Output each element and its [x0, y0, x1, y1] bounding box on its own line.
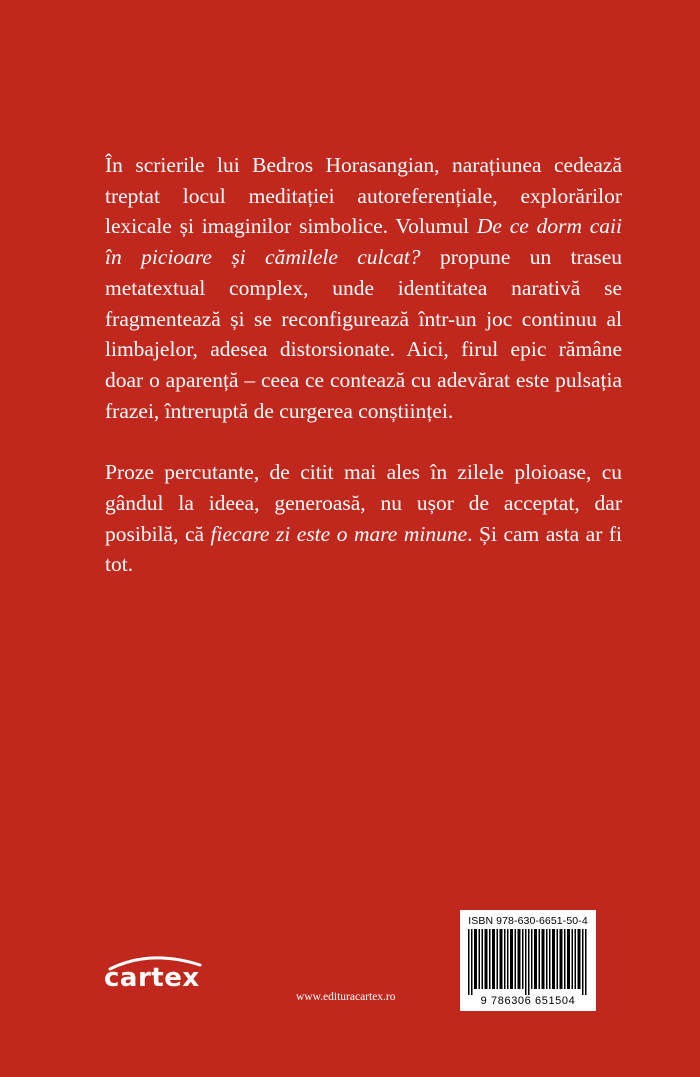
publisher-logo — [100, 961, 230, 1001]
publisher-website: www.edituracartex.ro — [296, 991, 396, 1003]
blurb-p2-text-end: . Și cam asta ar fi tot. — [105, 521, 623, 577]
blurb-p2-italic: fiecare zi este o mare minune — [210, 521, 468, 546]
blurb-p2-text-start: Proze percutante, de citit mai ales în zilele ploioase, cu gândul la ideea, generoasă, nu ușor de acceptat, dar posibilă, că — [105, 460, 622, 546]
publisher-logo-text: cartex — [104, 963, 200, 993]
blurb-p1-text-start: În scrierile lui Bedros Horasangian, narațiunea cedează treptat locul meditației autoreferențiale, explorărilor lexicale și imaginilor simbolice. Volumul — [105, 153, 622, 239]
isbn-label: ISBN 978-630-6651-50-4 — [468, 915, 588, 927]
book-title-italic: De ce dorm caii în picioare și cămilele culcat? — [105, 214, 622, 270]
blurb-p1-text-end: propune un traseu metatextual complex, unde identitatea narativă se fragmentează și se reconfigurează într-un joc continuu al limbajelor, adesea distorsionate. Aici, firul epic rămâne doar o aparență – ceea ce contează cu adevărat este pulsația frazei, întreruptă de curgerea conștiinței. — [105, 245, 622, 423]
isbn-barcode — [460, 910, 596, 1011]
blurb-text — [105, 150, 622, 611]
barcode-bars-icon — [468, 929, 588, 995]
blurb-paragraph-1 — [105, 150, 622, 426]
blurb-paragraph-2 — [105, 457, 622, 580]
barcode-digits: 9 786306 651504 — [480, 995, 576, 1007]
